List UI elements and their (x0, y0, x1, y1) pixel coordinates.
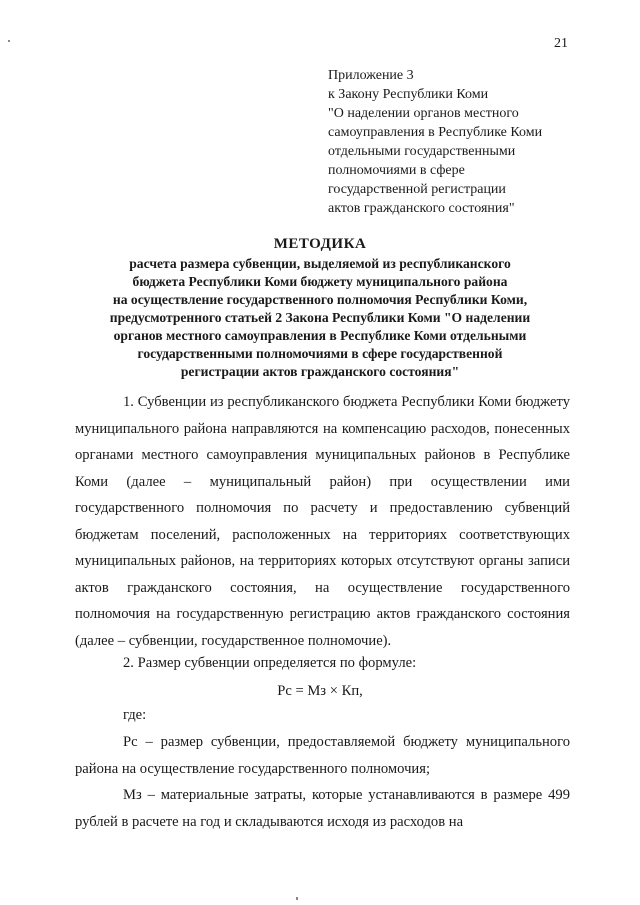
appendix-line: отдельными государственными (328, 144, 516, 159)
appendix-line: полномочиями в сфере (328, 163, 465, 178)
page-number: 21 (554, 36, 568, 51)
subtitle-line: на осуществление государственного полномочия Республики Коми, (112, 292, 528, 307)
document-subtitle (70, 255, 570, 381)
definition-mz: Мз – материальные затраты, которые устанавливаются в размере 499 рублей в расчете на год и складываются исходя из расходов на (75, 787, 570, 830)
appendix-line: государственной регистрации (328, 182, 506, 197)
definition-rc: Рс – размер субвенции, предоставляемой бюджету муниципального района на осуществление государственного полномочия; (75, 734, 570, 777)
subtitle-line: расчета размера субвенции, выделяемой из республиканского (129, 256, 511, 271)
subtitle-line: органов местного самоуправления в Республике Коми отдельными (113, 328, 527, 343)
formula: Рс = Мз × Кп, (277, 683, 363, 699)
scan-speck (296, 897, 298, 900)
subtitle-line: предусмотренного статьей 2 Закона Республики Коми "О наделении (109, 310, 531, 325)
document-title: МЕТОДИКА (273, 236, 367, 252)
appendix-line: самоуправления в Республике Коми (328, 125, 543, 140)
paragraph-1: 1. Субвенции из республиканского бюджета Республики Коми бюджету муниципального района направляются на компенсацию расходов, понесенных органами местного самоуправления муниципальных районов в Республике Коми (далее – муниципальный район) при осуществлении ими государственного полномочия по расчету и предоставлению субвенций бюджетам поселений, расположенных на территориях соответствующих муниципальных районов, на территориях которых отсутствуют органы записи актов гражданского состояния, на осуществление государственного полномочия на государственную регистрацию актов гражданского состояния (далее – субвенции, государственное полномочие). (75, 394, 570, 649)
subtitle-line: регистрации актов гражданского состояния" (180, 364, 460, 379)
appendix-line: к Закону Республики Коми (328, 87, 489, 102)
paragraph-2: 2. Размер субвенции определяется по формуле: (123, 655, 417, 671)
appendix-line: "О наделении органов местного (328, 106, 519, 121)
appendix-line: Приложение 3 (328, 68, 414, 83)
appendix-line: актов гражданского состояния" (328, 201, 515, 216)
where-label: где: (123, 707, 147, 723)
appendix-reference (328, 66, 598, 218)
scan-speck (8, 40, 10, 42)
subtitle-line: бюджета Республики Коми бюджету муниципального района (132, 274, 508, 289)
subtitle-line: государственными полномочиями в сфере государственной (137, 346, 503, 361)
